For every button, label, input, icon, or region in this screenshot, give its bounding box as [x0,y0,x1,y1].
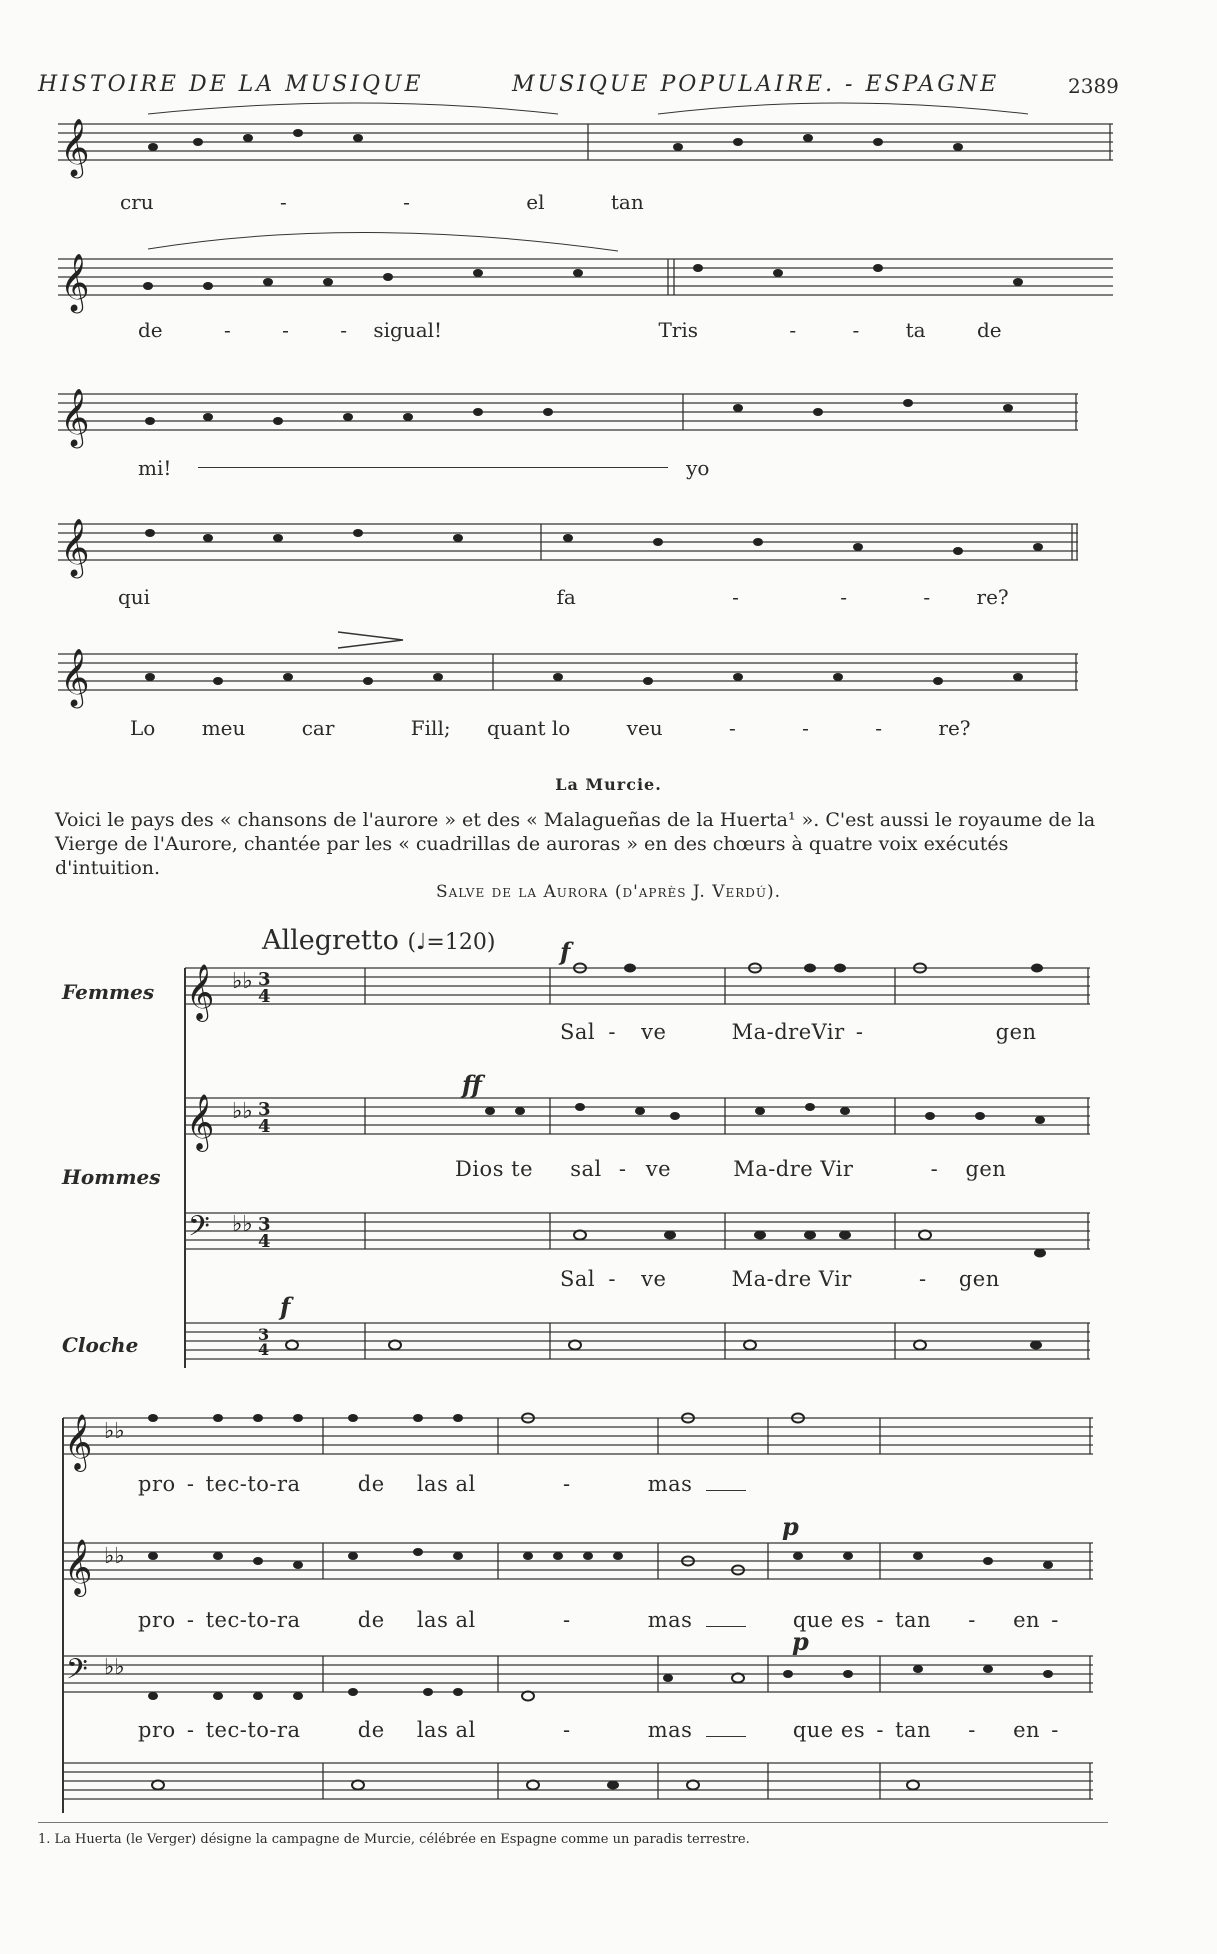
lyric-syllable: el [526,190,545,214]
running-head-left: HISTOIRE DE LA MUSIQUE [38,72,424,97]
lyric-syllable: qui [118,585,151,609]
svg-text:♭♭: ♭♭ [232,1099,253,1124]
lyric-syllable: - [919,1267,927,1291]
lyric-syllable: Fill; [410,716,451,740]
music-staff [58,518,1118,576]
dynamic-p: p [782,1512,799,1541]
lyric-syllable: - [1051,1718,1059,1742]
lyric-syllable: - [852,318,860,342]
staff-cloche [63,1763,1093,1799]
lyric-syllable: sal [570,1157,602,1181]
lyric-syllable: de [976,318,1002,342]
svg-text:𝄞: 𝄞 [60,648,90,706]
lyric-syllable: - [186,1718,195,1742]
lyric-line-2 [138,318,1002,342]
intro-paragraph: Voici le pays des « chansons de l'aurore » et des « Malagueñas de la Huerta¹ ». C'est aussi le royaume de la Vierge de l'Aurore, chantée par les « cuadrillas de auroras » en des chœurs à quatre voix exécutés d'intuition. [55,809,1096,879]
lyric-syllable: Sal [560,1267,596,1291]
lyric-syllable: re? [976,585,1009,609]
lyric-syllable: - [280,190,287,214]
lyric-syllable: de [138,318,163,342]
tempo-word: Allegretto [262,925,399,956]
lyric-syllable: - [732,585,739,609]
lyric-syllable: en [1013,1608,1041,1632]
lyrics-hommes-bass-2 [138,1718,1059,1742]
lyric-syllable: las al [416,1718,476,1742]
lyric-syllable: mas [647,1718,693,1742]
staff-hommes-treble [185,1094,1090,1152]
lyrics-femmes-1 [560,1020,1037,1044]
svg-text:𝄞: 𝄞 [60,118,90,176]
lyric-line-1 [120,190,644,214]
lyric-syllable: tec-to-ra [205,1472,301,1496]
lyric-syllable: fa [556,585,576,609]
staff-femmes [185,964,1090,1023]
lyric-syllable: Sal [560,1020,596,1044]
running-head-center: MUSIQUE POPULAIRE. - ESPAGNE [512,72,1000,97]
music-staff [58,253,1118,311]
svg-text:4: 4 [258,1340,270,1359]
lyric-syllable: tan [895,1718,932,1742]
section-title: La Murcie. [555,775,662,794]
svg-text:4: 4 [258,986,271,1007]
lyric-syllable: Ma-dreVir [731,1020,845,1044]
lyric-syllable: de [357,1608,385,1632]
lyric-syllable: - [923,585,931,609]
lyric-syllable: gen [995,1020,1037,1044]
lyric-syllable: - [340,318,348,342]
svg-text:𝄢: 𝄢 [188,1210,210,1250]
lyric-syllable: ve [641,1020,667,1044]
lyric-syllable: - [403,190,410,214]
svg-text:3: 3 [258,969,271,990]
svg-text:♭♭: ♭♭ [104,1544,125,1569]
lyric-syllable: - [875,716,883,740]
lyric-syllable: tan [610,190,644,214]
svg-text:𝄞: 𝄞 [186,964,215,1020]
svg-text:♭♭: ♭♭ [104,1655,125,1680]
lyric-syllable: tec-to-ra [205,1718,301,1742]
lyric-syllable: que es [792,1608,866,1632]
staff-hommes-treble [63,1539,1093,1597]
lyric-syllable: que es [792,1718,866,1742]
lyric-syllable: Ma-dre Vir [731,1267,852,1291]
lyric-line-4 [118,585,1009,609]
lyric-syllable: ta [905,318,926,342]
music-staff [58,118,1118,176]
lyric-syllable: - [968,1718,976,1742]
svg-text:𝄞: 𝄞 [64,1539,93,1595]
svg-text:♭♭: ♭♭ [232,1212,253,1237]
tempo-marking [262,925,495,956]
svg-text:♭♭: ♭♭ [232,969,253,994]
lyric-syllable: Lo [130,716,156,740]
lyric-syllable: ve [645,1157,671,1181]
lyric-syllable: tan [895,1608,932,1632]
lyric-syllable: - [1051,1608,1059,1632]
svg-text:𝄞: 𝄞 [60,388,90,446]
lyric-syllable: - [855,1020,864,1044]
lyric-syllable: Ma-dre Vir [733,1157,854,1181]
lyrics-femmes-2 [138,1472,746,1496]
lyric-syllable: mas [647,1608,693,1632]
music-staff [58,388,1118,446]
lyric-syllable: Tris [658,318,698,342]
lyric-syllable: yo [686,456,710,480]
lyric-syllable: - [186,1608,195,1632]
footnote: 1. La Huerta (le Verger) désigne la campagne de Murcie, célébrée en Espagne comme un paradis terrestre. [38,1832,750,1847]
svg-text:3: 3 [258,1325,270,1344]
lyric-syllable: de [357,1718,385,1742]
lyrics-hommes-treble-1 [455,1157,1006,1181]
lyric-syllable: - [789,318,797,342]
lyric-syllable: pro [138,1472,176,1496]
lyric-syllable: las al [416,1472,476,1496]
dynamic-p: p [792,1627,809,1656]
lyric-syllable: - [186,1472,195,1496]
voice-label-cloche: Cloche [62,1333,139,1357]
staff-cloche [185,1323,1090,1359]
svg-text:4: 4 [258,1116,271,1137]
lyric-syllable: - [608,1020,616,1044]
lyric-syllable: - [802,716,809,740]
lyric-syllable: cru [120,190,154,214]
lyric-syllable: re? [938,716,971,740]
lyric-syllable: veu [626,716,663,740]
lyric-syllable: - [968,1608,976,1632]
lyrics-hommes-bass-1 [560,1267,1000,1291]
dynamic-ff: ff [462,1070,482,1099]
lyric-syllable: quant lo [486,716,571,740]
svg-text:𝄞: 𝄞 [60,253,90,311]
lyric-syllable: gen [965,1157,1007,1181]
voice-label-hommes: Hommes [62,1165,161,1189]
lyric-syllable: meu [201,716,246,740]
svg-text:𝄞: 𝄞 [60,518,90,576]
lyric-syllable: - [876,1608,884,1632]
svg-text:𝄞: 𝄞 [186,1094,215,1150]
lyric-syllable: - [840,585,848,609]
staff-hommes-bass [185,1210,1090,1258]
lyric-syllable: car [301,716,335,740]
svg-text:𝄢: 𝄢 [66,1653,88,1693]
svg-text:3: 3 [258,1214,271,1235]
footnote-rule [38,1822,1108,1823]
lyrics-hommes-treble-2 [138,1608,1059,1632]
svg-text:♭♭: ♭♭ [104,1419,125,1444]
metronome-marking: (♩=120) [407,930,496,955]
lyric-syllable: mas [647,1472,693,1496]
page-number: 2389 [1068,74,1119,98]
dynamic-f: f [560,937,571,966]
svg-text:𝄞: 𝄞 [64,1414,93,1470]
lyric-syllable: - [562,1472,571,1496]
lyric-syllable: las al [416,1608,476,1632]
lyric-line-5 [130,716,971,740]
svg-text:3: 3 [258,1099,271,1120]
voice-label-femmes: Femmes [62,980,155,1004]
lyric-syllable: ve [641,1267,667,1291]
lyric-syllable: tec-to-ra [205,1608,301,1632]
lyric-syllable: Dios te [455,1157,534,1181]
lyric-syllable: pro [138,1718,176,1742]
lyric-syllable: - [618,1157,627,1181]
staff-femmes [63,1414,1093,1473]
dynamic-f: f [280,1292,291,1321]
music-staff [58,648,1118,706]
lyric-syllable: - [224,318,231,342]
lyric-syllable: de [357,1472,385,1496]
lyric-syllable: en [1013,1718,1041,1742]
lyric-syllable: mi! [138,456,172,480]
lyric-syllable: - [876,1718,884,1742]
lyric-syllable: sigual! [373,318,443,342]
lyric-syllable: - [930,1157,939,1181]
lyric-line-3 [138,456,709,480]
lyric-syllable: - [562,1608,571,1632]
lyric-syllable: - [562,1718,571,1742]
lyric-syllable: - [608,1267,616,1291]
lyric-syllable: - [729,716,736,740]
score-title: Salve de la Aurora (d'après J. Verdú). [435,882,782,902]
lyric-syllable: pro [138,1608,176,1632]
lyric-syllable: gen [958,1267,1000,1291]
staff-hommes-bass [63,1653,1093,1701]
lyric-syllable: - [282,318,289,342]
svg-text:4: 4 [258,1231,271,1252]
